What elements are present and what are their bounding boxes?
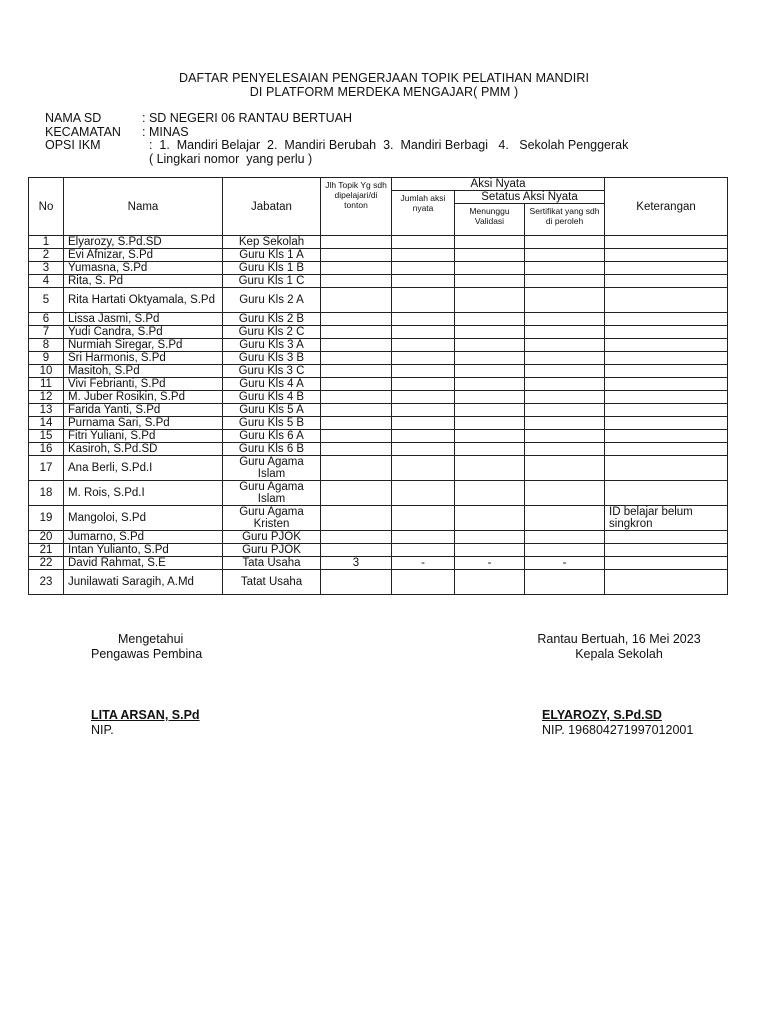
- row-keterangan: [605, 557, 728, 570]
- header-sertifikat: Sertifikat yang sdh di peroleh: [525, 204, 605, 236]
- row-sertifikat: [525, 417, 605, 430]
- row-menunggu-validasi: [455, 339, 525, 352]
- row-jumlah-aksi: [392, 506, 455, 531]
- row-menunggu-validasi: -: [455, 557, 525, 570]
- row-menunggu-validasi: [455, 430, 525, 443]
- table-row: [29, 506, 728, 531]
- row-no: 2: [29, 249, 64, 262]
- row-nama: Sri Harmonis, S.Pd: [64, 352, 223, 365]
- row-jumlah-aksi: [392, 275, 455, 288]
- row-no: 16: [29, 443, 64, 456]
- row-nama: Rita, S. Pd: [64, 275, 223, 288]
- district-row: [45, 125, 628, 139]
- row-jabatan: Guru Kls 4 B: [223, 391, 321, 404]
- row-sertifikat: [525, 352, 605, 365]
- row-menunggu-validasi: [455, 262, 525, 275]
- row-menunggu-validasi: [455, 391, 525, 404]
- district-label: KECAMATAN: [45, 124, 121, 139]
- row-jumlah-aksi: [392, 531, 455, 544]
- table-row: [29, 378, 728, 391]
- row-jabatan: Guru Kls 3 B: [223, 352, 321, 365]
- table-row: [29, 430, 728, 443]
- row-nama: Evi Afnizar, S.Pd: [64, 249, 223, 262]
- row-jabatan: Guru Kls 1 C: [223, 275, 321, 288]
- row-keterangan: [605, 544, 728, 557]
- school-info: [45, 111, 628, 166]
- row-jlh-topik: [321, 391, 392, 404]
- row-sertifikat: [525, 262, 605, 275]
- row-menunggu-validasi: [455, 288, 525, 313]
- row-keterangan: ID belajar belum singkron: [605, 506, 728, 531]
- row-jabatan: Guru Agama Islam: [223, 481, 321, 506]
- row-no: 6: [29, 313, 64, 326]
- row-nama: Yudi Candra, S.Pd: [64, 326, 223, 339]
- row-jabatan: Tata Usaha: [223, 557, 321, 570]
- table-row: [29, 275, 728, 288]
- row-jlh-topik: [321, 326, 392, 339]
- row-keterangan: [605, 378, 728, 391]
- table-row: [29, 531, 728, 544]
- row-sertifikat: [525, 326, 605, 339]
- row-keterangan: [605, 326, 728, 339]
- row-sertifikat: [525, 249, 605, 262]
- row-menunggu-validasi: [455, 378, 525, 391]
- row-keterangan: [605, 275, 728, 288]
- ikm-option-row: [45, 138, 628, 152]
- row-jlh-topik: 3: [321, 557, 392, 570]
- row-menunggu-validasi: [455, 404, 525, 417]
- header-jumlah-aksi: Jumlah aksi nyata: [392, 191, 455, 236]
- principal-title: Kepala Sekolah: [575, 647, 663, 661]
- row-jumlah-aksi: [392, 249, 455, 262]
- row-jlh-topik: [321, 430, 392, 443]
- row-no: 22: [29, 557, 64, 570]
- row-menunggu-validasi: [455, 570, 525, 595]
- row-no: 13: [29, 404, 64, 417]
- row-nama: Lissa Jasmi, S.Pd: [64, 313, 223, 326]
- row-sertifikat: [525, 313, 605, 326]
- row-jabatan: Kep Sekolah: [223, 236, 321, 249]
- row-jabatan: Guru Kls 5 B: [223, 417, 321, 430]
- row-jumlah-aksi: [392, 456, 455, 481]
- ikm-option-note: ( Lingkari nomor yang perlu ): [142, 151, 313, 166]
- row-jumlah-aksi: [392, 378, 455, 391]
- header-menunggu-validasi: Menunggu Validasi: [455, 204, 525, 236]
- row-jumlah-aksi: [392, 544, 455, 557]
- row-jumlah-aksi: [392, 404, 455, 417]
- row-nama: Elyarozy, S.Pd.SD: [64, 236, 223, 249]
- table-row: [29, 365, 728, 378]
- row-no: 7: [29, 326, 64, 339]
- row-no: 5: [29, 288, 64, 313]
- row-nama: Yumasna, S.Pd: [64, 262, 223, 275]
- row-menunggu-validasi: [455, 236, 525, 249]
- row-jabatan: Guru Kls 6 B: [223, 443, 321, 456]
- row-sertifikat: [525, 365, 605, 378]
- row-jlh-topik: [321, 443, 392, 456]
- row-nama: Intan Yulianto, S.Pd: [64, 544, 223, 557]
- principal-name: ELYAROZY, S.Pd.SD: [542, 708, 662, 722]
- row-jlh-topik: [321, 236, 392, 249]
- row-keterangan: [605, 249, 728, 262]
- row-jabatan: Guru Kls 2 A: [223, 288, 321, 313]
- row-menunggu-validasi: [455, 456, 525, 481]
- row-no: 10: [29, 365, 64, 378]
- row-keterangan: [605, 417, 728, 430]
- row-menunggu-validasi: [455, 365, 525, 378]
- header-status-aksi: Setatus Aksi Nyata: [455, 191, 605, 204]
- row-nama: M. Juber Rosikin, S.Pd: [64, 391, 223, 404]
- table-row: [29, 544, 728, 557]
- row-sertifikat: [525, 456, 605, 481]
- row-menunggu-validasi: [455, 352, 525, 365]
- row-jlh-topik: [321, 570, 392, 595]
- row-jlh-topik: [321, 531, 392, 544]
- supervisor-title: Pengawas Pembina: [91, 647, 203, 661]
- row-jumlah-aksi: [392, 326, 455, 339]
- row-nama: Ana Berli, S.Pd.I: [64, 456, 223, 481]
- row-no: 1: [29, 236, 64, 249]
- row-keterangan: [605, 352, 728, 365]
- row-jumlah-aksi: [392, 443, 455, 456]
- row-sertifikat: [525, 275, 605, 288]
- row-jlh-topik: [321, 365, 392, 378]
- row-jabatan: Guru Kls 2 C: [223, 326, 321, 339]
- row-menunggu-validasi: [455, 481, 525, 506]
- school-name-label: NAMA SD: [45, 111, 102, 125]
- table-row: [29, 288, 728, 313]
- row-keterangan: [605, 531, 728, 544]
- row-jabatan: Guru Kls 5 A: [223, 404, 321, 417]
- row-sertifikat: [525, 481, 605, 506]
- row-jumlah-aksi: [392, 352, 455, 365]
- row-jumlah-aksi: [392, 391, 455, 404]
- table-row: [29, 313, 728, 326]
- row-jumlah-aksi: [392, 430, 455, 443]
- row-jlh-topik: [321, 313, 392, 326]
- row-jabatan: Guru Agama Kristen: [223, 506, 321, 531]
- supervisor-name: LITA ARSAN, S.Pd: [91, 708, 200, 722]
- row-sertifikat: [525, 544, 605, 557]
- row-keterangan: [605, 262, 728, 275]
- ikm-option-label: OPSI IKM: [45, 138, 101, 152]
- school-name-row: [45, 111, 628, 125]
- row-no: 14: [29, 417, 64, 430]
- row-jumlah-aksi: [392, 570, 455, 595]
- row-sertifikat: [525, 404, 605, 417]
- row-jabatan: Guru Kls 1 B: [223, 262, 321, 275]
- row-jabatan: Guru Agama Islam: [223, 456, 321, 481]
- row-keterangan: [605, 365, 728, 378]
- row-jabatan: Tatat Usaha: [223, 570, 321, 595]
- row-menunggu-validasi: [455, 326, 525, 339]
- row-jabatan: Guru Kls 2 B: [223, 313, 321, 326]
- title-line-2: DI PLATFORM MERDEKA MENGAJAR( PMM ): [249, 85, 519, 99]
- row-menunggu-validasi: [455, 443, 525, 456]
- row-no: 11: [29, 378, 64, 391]
- row-menunggu-validasi: [455, 275, 525, 288]
- row-menunggu-validasi: [455, 249, 525, 262]
- row-menunggu-validasi: [455, 417, 525, 430]
- row-sertifikat: [525, 339, 605, 352]
- row-jabatan: Guru Kls 3 C: [223, 365, 321, 378]
- row-sertifikat: [525, 443, 605, 456]
- supervisor-signature: [91, 708, 200, 738]
- table-row: [29, 326, 728, 339]
- row-nama: Nurmiah Siregar, S.Pd: [64, 339, 223, 352]
- row-keterangan: [605, 443, 728, 456]
- row-jumlah-aksi: [392, 481, 455, 506]
- header-aksi-nyata: Aksi Nyata: [392, 178, 605, 191]
- table-row: [29, 443, 728, 456]
- row-no: 15: [29, 430, 64, 443]
- row-jumlah-aksi: -: [392, 557, 455, 570]
- row-keterangan: [605, 404, 728, 417]
- row-jumlah-aksi: [392, 339, 455, 352]
- row-sertifikat: [525, 506, 605, 531]
- row-keterangan: [605, 288, 728, 313]
- row-no: 8: [29, 339, 64, 352]
- table-body: [29, 236, 728, 595]
- row-menunggu-validasi: [455, 544, 525, 557]
- row-keterangan: [605, 236, 728, 249]
- title-line-1: DAFTAR PENYELESAIAN PENGERJAAN TOPIK PELATIHAN MANDIRI: [178, 71, 590, 85]
- row-jlh-topik: [321, 339, 392, 352]
- principal-signature: [542, 708, 693, 738]
- row-no: 20: [29, 531, 64, 544]
- row-jlh-topik: [321, 404, 392, 417]
- header-nama: Nama: [64, 178, 223, 236]
- table-row: [29, 262, 728, 275]
- row-menunggu-validasi: [455, 531, 525, 544]
- header-keterangan: Keterangan: [605, 178, 728, 236]
- supervisor-nip: NIP.: [91, 723, 114, 737]
- row-jlh-topik: [321, 288, 392, 313]
- row-nama: M. Rois, S.Pd.I: [64, 481, 223, 506]
- header-jabatan: Jabatan: [223, 178, 321, 236]
- row-no: 12: [29, 391, 64, 404]
- district-value: : MINAS: [142, 124, 189, 139]
- row-keterangan: [605, 339, 728, 352]
- table-row: [29, 236, 728, 249]
- row-jlh-topik: [321, 262, 392, 275]
- row-jumlah-aksi: [392, 262, 455, 275]
- row-menunggu-validasi: [455, 313, 525, 326]
- row-nama: Jumarno, S.Pd: [64, 531, 223, 544]
- row-jlh-topik: [321, 456, 392, 481]
- row-sertifikat: [525, 391, 605, 404]
- row-sertifikat: [525, 531, 605, 544]
- row-keterangan: [605, 391, 728, 404]
- table-row: [29, 339, 728, 352]
- row-jabatan: Guru Kls 6 A: [223, 430, 321, 443]
- row-sertifikat: [525, 570, 605, 595]
- row-nama: Farida Yanti, S.Pd: [64, 404, 223, 417]
- row-no: 4: [29, 275, 64, 288]
- row-keterangan: [605, 570, 728, 595]
- row-no: 23: [29, 570, 64, 595]
- place-date: Rantau Bertuah, 16 Mei 2023: [537, 632, 701, 646]
- row-jabatan: Guru Kls 3 A: [223, 339, 321, 352]
- supervisor-block: [91, 632, 202, 662]
- table-row: [29, 557, 728, 570]
- ikm-option-list: : 1. Mandiri Belajar 2. Mandiri Berubah 3. Mandiri Berbagi 4. Sekolah Penggerak: [142, 138, 629, 152]
- row-nama: Purnama Sari, S.Pd: [64, 417, 223, 430]
- table-row: [29, 417, 728, 430]
- row-nama: Rita Hartati Oktyamala, S.Pd: [64, 288, 223, 313]
- row-no: 17: [29, 456, 64, 481]
- principal-block: [527, 632, 711, 662]
- row-jlh-topik: [321, 249, 392, 262]
- row-jabatan: Guru Kls 1 A: [223, 249, 321, 262]
- row-keterangan: [605, 481, 728, 506]
- header-no: No: [29, 178, 64, 236]
- row-sertifikat: [525, 378, 605, 391]
- row-nama: Masitoh, S.Pd: [64, 365, 223, 378]
- row-menunggu-validasi: [455, 506, 525, 531]
- table-row: [29, 249, 728, 262]
- row-jabatan: Guru Kls 4 A: [223, 378, 321, 391]
- completion-table: [28, 177, 728, 595]
- table-row: [29, 570, 728, 595]
- row-jabatan: Guru PJOK: [223, 544, 321, 557]
- row-keterangan: [605, 313, 728, 326]
- row-nama: Kasiroh, S.Pd.SD: [64, 443, 223, 456]
- row-jabatan: Guru PJOK: [223, 531, 321, 544]
- row-keterangan: [605, 430, 728, 443]
- row-sertifikat: -: [525, 557, 605, 570]
- row-no: 21: [29, 544, 64, 557]
- table-row: [29, 404, 728, 417]
- row-nama: Mangoloi, S.Pd: [64, 506, 223, 531]
- supervisor-acknowledge: Mengetahui: [118, 632, 184, 646]
- row-jumlah-aksi: [392, 236, 455, 249]
- row-jlh-topik: [321, 275, 392, 288]
- row-keterangan: [605, 456, 728, 481]
- row-jumlah-aksi: [392, 288, 455, 313]
- row-jumlah-aksi: [392, 313, 455, 326]
- row-nama: David Rahmat, S.E: [64, 557, 223, 570]
- row-no: 9: [29, 352, 64, 365]
- row-nama: Vivi Febrianti, S.Pd: [64, 378, 223, 391]
- row-jlh-topik: [321, 544, 392, 557]
- row-jumlah-aksi: [392, 365, 455, 378]
- table-row: [29, 352, 728, 365]
- row-jlh-topik: [321, 481, 392, 506]
- row-sertifikat: [525, 288, 605, 313]
- row-no: 3: [29, 262, 64, 275]
- row-nama: Junilawati Saragih, A.Md: [64, 570, 223, 595]
- row-no: 18: [29, 481, 64, 506]
- row-jumlah-aksi: [392, 417, 455, 430]
- school-name-value: : SD NEGERI 06 RANTAU BERTUAH: [142, 111, 352, 125]
- row-jlh-topik: [321, 506, 392, 531]
- row-jlh-topik: [321, 417, 392, 430]
- principal-nip: NIP. 196804271997012001: [542, 723, 694, 737]
- table-row: [29, 456, 728, 481]
- row-nama: Fitri Yuliani, S.Pd: [64, 430, 223, 443]
- header-jlh-topik: Jlh Topik Yg sdh dipelajari/di tonton: [321, 178, 392, 236]
- row-sertifikat: [525, 236, 605, 249]
- table-row: [29, 391, 728, 404]
- row-no: 19: [29, 506, 64, 531]
- row-sertifikat: [525, 430, 605, 443]
- document-title: [0, 71, 768, 99]
- table-row: [29, 481, 728, 506]
- row-jlh-topik: [321, 378, 392, 391]
- row-jlh-topik: [321, 352, 392, 365]
